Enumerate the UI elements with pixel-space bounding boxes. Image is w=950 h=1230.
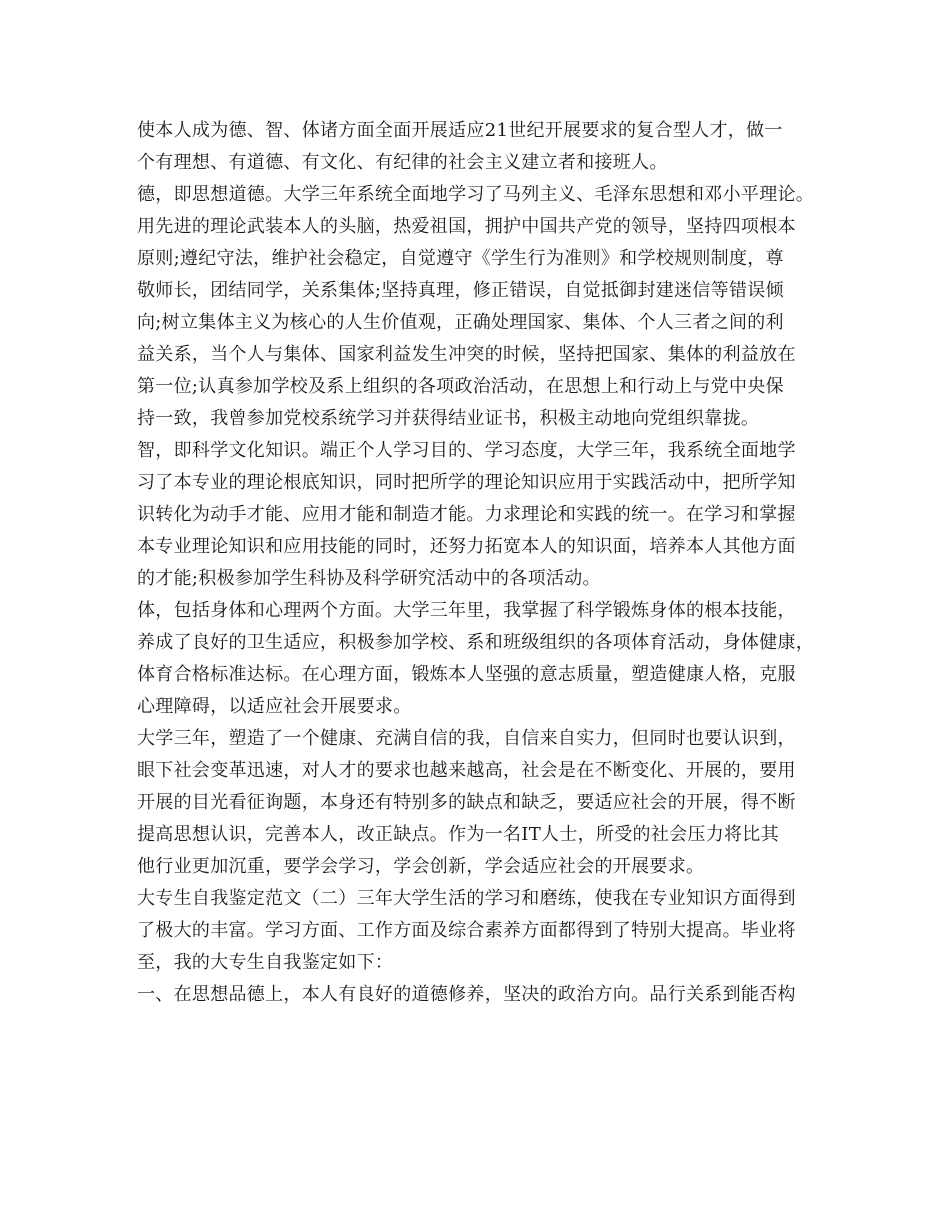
text-line: 开展的目光看征询题，本身还有特别多的缺点和缺乏，要适应社会的开展，得不断 (137, 792, 796, 813)
text-line: 第一位;认真参加学校及系上组织的各项政治活动，在思想上和行动上与党中央保 (137, 376, 784, 397)
text-line: 了极大的丰富。学习方面、工作方面及综合素养方面都得到了特别大提高。毕业将 (137, 920, 796, 941)
text-line: 的才能;积极参加学生科协及科学研究活动中的各项活动。 (137, 568, 601, 589)
text-line: 用先进的理论武装本人的头脑，热爱祖国，拥护中国共产党的领导，坚持四项根本 (137, 216, 796, 237)
text-line: 养成了良好的卫生适应，积极参加学校、系和班级组织的各项体育活动，身体健康， (137, 632, 815, 653)
text-line: 习了本专业的理论根底知识，同时把所学的理论知识应用于实践活动中，把所学知 (137, 472, 796, 493)
text-line: 心理障碍，以适应社会开展要求。 (137, 696, 412, 717)
text-line: 至，我的大专生自我鉴定如下： (137, 952, 394, 973)
text-line: 持一致，我曾参加党校系统学习并获得结业证书，积极主动地向党组织靠拢。 (137, 408, 760, 429)
text-line: 本专业理论知识和应用技能的同时，还努力拓宽本人的知识面，培养本人其他方面 (137, 536, 796, 557)
text-line: 大学三年，塑造了一个健康、充满自信的我，自信来自实力，但同时也要认识到， (137, 728, 796, 749)
text-line: 体，包括身体和心理两个方面。大学三年里，我掌握了科学锻炼身体的根本技能， (137, 600, 796, 621)
text-line: 他行业更加沉重，要学会学习，学会创新，学会适应社会的开展要求。 (137, 856, 705, 877)
text-line: 提高思想认识，完善本人，改正缺点。作为一名IT人士，所受的社会压力将比其 (137, 824, 779, 845)
text-line: 使本人成为德、智、体诸方面全面开展适应21世纪开展要求的复合型人才，做一 (137, 120, 783, 141)
text-line: 德，即思想道德。大学三年系统全面地学习了马列主义、毛泽东思想和邓小平理论。 (137, 184, 815, 205)
document-body (137, 115, 837, 1011)
text-line: 向;树立集体主义为核心的人生价值观，正确处理国家、集体、个人三者之间的利 (137, 312, 784, 333)
text-line: 益关系，当个人与集体、国家利益发生冲突的时候，坚持把国家、集体的利益放在 (137, 344, 796, 365)
text-line: 智，即科学文化知识。端正个人学习目的、学习态度，大学三年，我系统全面地学 (137, 440, 796, 461)
text-line: 体育合格标准达标。在心理方面，锻炼本人坚强的意志质量，塑造健康人格，克服 (137, 664, 796, 685)
text-line: 敬师长，团结同学，关系集体;坚持真理，修正错误，自觉抵御封建迷信等错误倾 (137, 280, 784, 301)
text-line: 一、在思想品德上，本人有良好的道德修养，坚决的政治方向。品行关系到能否构 (137, 984, 796, 1005)
text-line: 原则;遵纪守法，维护社会稳定，自觉遵守《学生行为准则》和学校规则制度，尊 (137, 248, 784, 269)
text-line: 眼下社会变革迅速，对人才的要求也越来越高，社会是在不断变化、开展的，要用 (137, 760, 796, 781)
text-line: 大专生自我鉴定范文（二）三年大学生活的学习和磨练，使我在专业知识方面得到 (137, 888, 796, 909)
text-line: 识转化为动手才能、应用才能和制造才能。力求理论和实践的统一。在学习和掌握 (137, 504, 796, 525)
text-line: 个有理想、有道德、有文化、有纪律的社会主义建立者和接班人。 (137, 152, 668, 173)
